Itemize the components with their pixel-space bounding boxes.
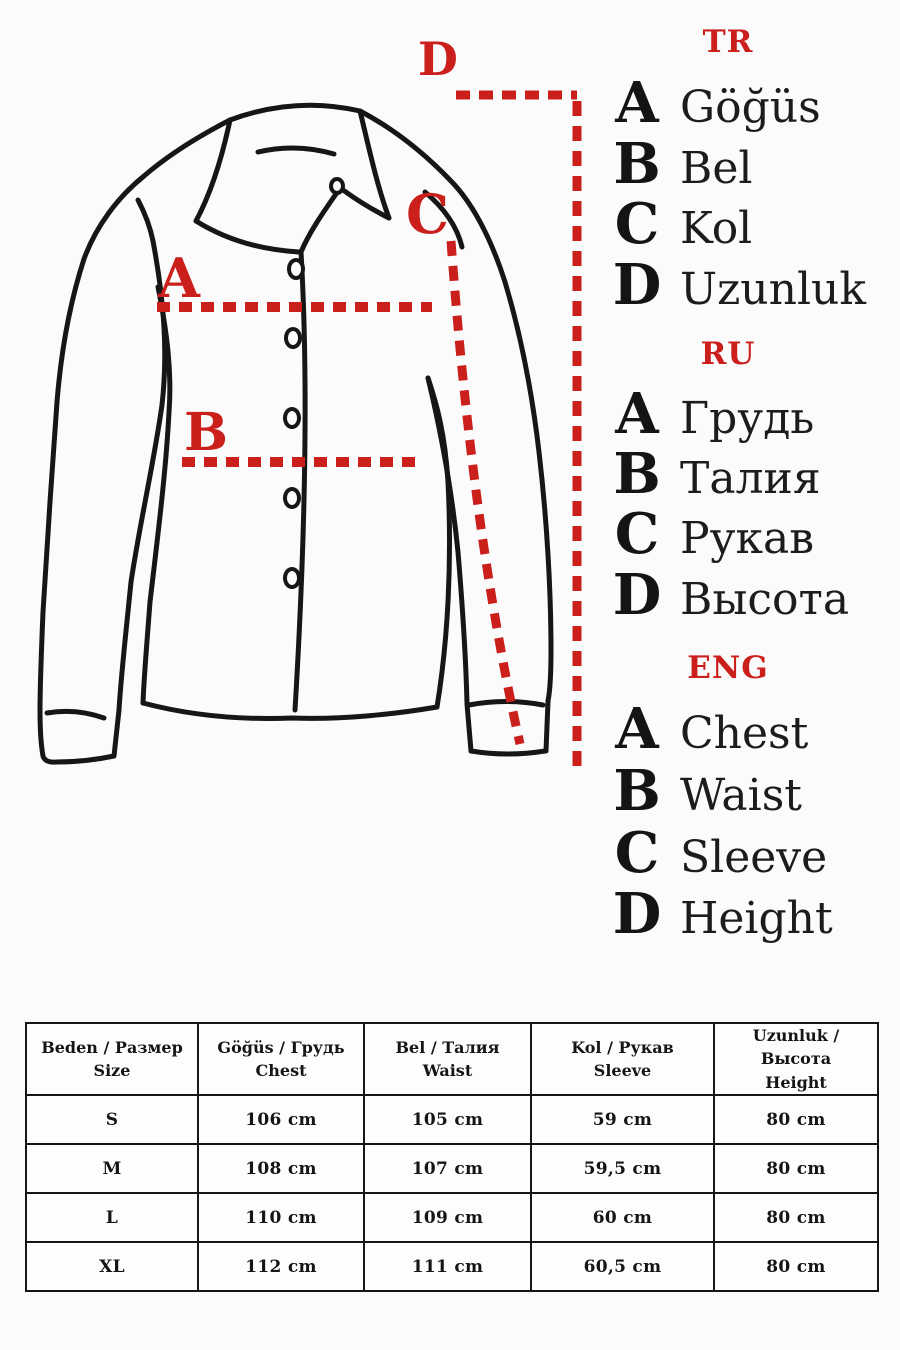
- legend-label: Рукав: [680, 513, 814, 564]
- size-table-header: [364, 1023, 531, 1095]
- header-line2: Chest: [255, 1061, 307, 1080]
- size-table-cell: 109 cm: [364, 1193, 531, 1242]
- legend-row: [608, 760, 900, 822]
- legend-label: Göğüs: [680, 82, 821, 133]
- size-table-cell: 60 cm: [531, 1193, 714, 1242]
- header-line2: Sleeve: [593, 1061, 652, 1080]
- size-table-cell: 80 cm: [714, 1242, 878, 1291]
- legend-section-title-eng: ENG: [687, 650, 769, 686]
- legend-label: Kol: [680, 203, 753, 254]
- legend-row: [608, 883, 900, 945]
- table-row-m: [26, 1144, 878, 1193]
- header-line1: Kol / Рукав: [571, 1037, 674, 1057]
- header-line1: Bel / Талия: [395, 1037, 500, 1057]
- legend-row: [608, 503, 900, 565]
- size-table-header: [714, 1023, 878, 1095]
- legend-label: Sleeve: [680, 832, 828, 883]
- table-row-xl: [26, 1242, 878, 1291]
- legend-label: Chest: [680, 708, 809, 759]
- size-table-header: [531, 1023, 714, 1095]
- header-line2: Height: [765, 1072, 827, 1092]
- marker-c: C: [406, 182, 449, 246]
- legend-section-title-ru: RU: [700, 336, 756, 372]
- legend-letter: B: [613, 131, 661, 197]
- legend-row: [608, 254, 900, 316]
- legend-row: [608, 72, 900, 134]
- size-table-cell: 107 cm: [364, 1144, 531, 1193]
- legend-row: [608, 133, 900, 195]
- size-table-cell: 80 cm: [714, 1193, 878, 1242]
- size-table-cell: L: [26, 1193, 198, 1242]
- table-row-l: [26, 1193, 878, 1242]
- legend-section-title-tr: TR: [702, 24, 754, 60]
- size-table-header: [26, 1023, 198, 1095]
- legend-letter: D: [612, 562, 662, 628]
- header-line1: Göğüs / Грудь: [217, 1037, 345, 1057]
- marker-d: D: [418, 32, 458, 86]
- legend-label: Высота: [680, 574, 850, 625]
- legend-letter: A: [615, 381, 659, 447]
- size-table-cell: 80 cm: [714, 1095, 878, 1144]
- size-table-cell: 59,5 cm: [531, 1144, 714, 1193]
- size-table-cell: 105 cm: [364, 1095, 531, 1144]
- size-table-cell: 111 cm: [364, 1242, 531, 1291]
- legend-letter: A: [615, 696, 659, 762]
- marker-a: A: [158, 246, 200, 310]
- table-row-s: [26, 1095, 878, 1144]
- size-table-cell: 59 cm: [531, 1095, 714, 1144]
- legend-row: [608, 443, 900, 505]
- size-table-cell: 112 cm: [198, 1242, 364, 1291]
- header-line1: Beden / Размер: [41, 1037, 183, 1057]
- size-table-header-row: [26, 1023, 878, 1095]
- size-table-cell: XL: [26, 1242, 198, 1291]
- legend-letter: D: [612, 252, 662, 318]
- size-table-cell: M: [26, 1144, 198, 1193]
- legend-letter: D: [612, 881, 662, 947]
- legend-row: [608, 383, 900, 445]
- size-table-cell: S: [26, 1095, 198, 1144]
- size-table-cell: 106 cm: [198, 1095, 364, 1144]
- header-line1: Uzunluk / Высота: [752, 1026, 840, 1069]
- legend-letter: B: [613, 758, 661, 824]
- legend-row: [608, 822, 900, 884]
- size-table-cell: 80 cm: [714, 1144, 878, 1193]
- marker-b: B: [184, 402, 228, 463]
- size-table-cell: 110 cm: [198, 1193, 364, 1242]
- legend-label: Waist: [680, 770, 802, 821]
- legend-label: Талия: [680, 453, 821, 504]
- size-table: [25, 1022, 879, 1292]
- legend-letter: B: [613, 441, 661, 507]
- legend-label: Height: [680, 893, 833, 944]
- legend-row: [608, 193, 900, 255]
- size-table-header: [198, 1023, 364, 1095]
- legend-row: [608, 698, 900, 760]
- size-table-cell: 60,5 cm: [531, 1242, 714, 1291]
- legend-letter: C: [614, 820, 660, 886]
- legend-letter: A: [615, 70, 659, 136]
- legend-row: [608, 564, 900, 626]
- header-line2: Size: [93, 1061, 131, 1080]
- legend-letter: C: [614, 191, 660, 257]
- legend-label: Bel: [680, 143, 753, 194]
- header-line2: Waist: [422, 1061, 473, 1080]
- legend-letter: C: [614, 501, 660, 567]
- legend-label: Uzunluk: [680, 264, 867, 315]
- legend-label: Грудь: [680, 393, 815, 444]
- size-table-cell: 108 cm: [198, 1144, 364, 1193]
